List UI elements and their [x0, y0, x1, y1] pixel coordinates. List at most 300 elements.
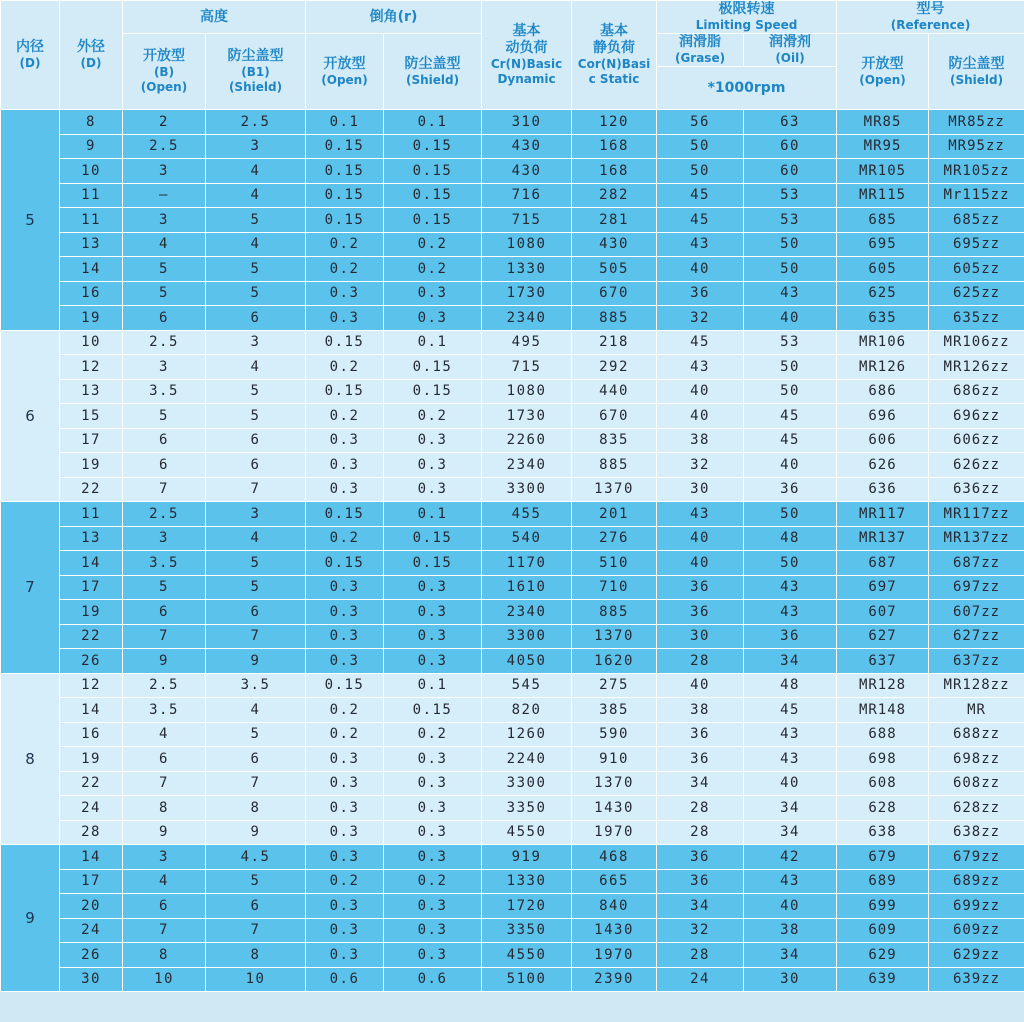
chamfer-open-cell: 0.15 — [306, 379, 384, 404]
height-shield-cell: 6 — [206, 453, 306, 478]
oil-speed-cell: 50 — [744, 257, 837, 282]
oil-speed-cell: 50 — [744, 379, 837, 404]
height-open-cell: 7 — [123, 771, 206, 796]
static-load-cell: 670 — [572, 404, 657, 429]
outer-diameter-cell: 13 — [60, 232, 123, 257]
outer-diameter-header: 外径 (D) — [60, 1, 123, 110]
table-row — [1, 477, 1024, 502]
chamfer-shield-cell: 0.3 — [384, 428, 482, 453]
oil-speed-cell: 53 — [744, 208, 837, 233]
height-shield-cell: 4 — [206, 159, 306, 184]
height-shield-cell: 6 — [206, 747, 306, 772]
height-open-cell: 7 — [123, 624, 206, 649]
outer-diameter-cell: 16 — [60, 281, 123, 306]
oil-speed-cell: 43 — [744, 600, 837, 625]
table-row — [1, 257, 1024, 282]
ref-open-cell: 638 — [837, 820, 929, 845]
height-shield-cell: 8 — [206, 796, 306, 821]
outer-diameter-cell: 20 — [60, 894, 123, 919]
dynamic-load-cell: 820 — [482, 698, 572, 723]
dynamic-load-cell: 715 — [482, 208, 572, 233]
ref-shield-cell: Mr115zz — [929, 183, 1024, 208]
chamfer-shield-cell: 0.2 — [384, 257, 482, 282]
oil-speed-cell: 48 — [744, 673, 837, 698]
table-row — [1, 673, 1024, 698]
chamfer-shield-cell: 0.3 — [384, 281, 482, 306]
table-row — [1, 918, 1024, 943]
static-load-cell: 505 — [572, 257, 657, 282]
ref-open-cell: 629 — [837, 943, 929, 968]
table-row — [1, 820, 1024, 845]
table-row — [1, 232, 1024, 257]
dynamic-load-cell: 1170 — [482, 551, 572, 576]
grease-speed-cell: 40 — [657, 673, 744, 698]
oil-speed-cell: 48 — [744, 526, 837, 551]
chamfer-open-cell: 0.15 — [306, 673, 384, 698]
oil-speed-cell: 60 — [744, 159, 837, 184]
static-load-cell: 440 — [572, 379, 657, 404]
height-open-cell: 6 — [123, 453, 206, 478]
ref-shield-cell: 697zz — [929, 575, 1024, 600]
static-load-cell: 1370 — [572, 477, 657, 502]
chamfer-open-cell: 0.3 — [306, 453, 384, 478]
dynamic-load-cell: 1080 — [482, 379, 572, 404]
oil-speed-cell: 50 — [744, 355, 837, 380]
ref-open-cell: MR148 — [837, 698, 929, 723]
dynamic-load-cell: 2240 — [482, 747, 572, 772]
outer-diameter-cell: 30 — [60, 967, 123, 992]
height-shield-cell: 3 — [206, 502, 306, 527]
ref-shield-cell: 626zz — [929, 453, 1024, 478]
grease-speed-cell: 38 — [657, 698, 744, 723]
table-row — [1, 771, 1024, 796]
chamfer-shield-cell: 0.3 — [384, 649, 482, 674]
height-shield-cell: 5 — [206, 869, 306, 894]
height-shield-cell: 6 — [206, 306, 306, 331]
chamfer-open-cell: 0.15 — [306, 330, 384, 355]
dynamic-load-cell: 2340 — [482, 453, 572, 478]
height-open-cell: 3 — [123, 159, 206, 184]
ref-open-cell: MR105 — [837, 159, 929, 184]
chamfer-shield-cell: 0.15 — [384, 355, 482, 380]
static-load-cell: 281 — [572, 208, 657, 233]
table-row — [1, 134, 1024, 159]
grease-speed-cell: 28 — [657, 796, 744, 821]
chamfer-shield-cell: 0.15 — [384, 134, 482, 159]
chamfer-open-cell: 0.3 — [306, 747, 384, 772]
ref-open-cell: 687 — [837, 551, 929, 576]
chamfer-open-cell: 0.3 — [306, 820, 384, 845]
height-open-cell: 7 — [123, 477, 206, 502]
chamfer-open-cell: 0.2 — [306, 869, 384, 894]
height-open-cell: 5 — [123, 404, 206, 429]
outer-diameter-cell: 15 — [60, 404, 123, 429]
chamfer-open-cell: 0.15 — [306, 502, 384, 527]
ref-open-cell: 626 — [837, 453, 929, 478]
grease-speed-cell: 36 — [657, 281, 744, 306]
chamfer-open-cell: 0.3 — [306, 428, 384, 453]
chamfer-shield-cell: 0.15 — [384, 698, 482, 723]
chamfer-open-cell: 0.2 — [306, 257, 384, 282]
outer-diameter-cell: 24 — [60, 796, 123, 821]
height-open-cell: 6 — [123, 894, 206, 919]
grease-speed-cell: 28 — [657, 820, 744, 845]
outer-diameter-cell: 24 — [60, 918, 123, 943]
chamfer-open-cell: 0.15 — [306, 551, 384, 576]
oil-speed-cell: 50 — [744, 551, 837, 576]
oil-speed-cell: 50 — [744, 232, 837, 257]
table-row — [1, 698, 1024, 723]
height-shield-cell: 3 — [206, 330, 306, 355]
height-open-cell: 9 — [123, 649, 206, 674]
static-load-cell: 1970 — [572, 820, 657, 845]
ref-open-cell: 688 — [837, 722, 929, 747]
oil-speed-cell: 45 — [744, 428, 837, 453]
height-shield-cell: 8 — [206, 943, 306, 968]
ref-open-cell: MR126 — [837, 355, 929, 380]
static-load-cell: 670 — [572, 281, 657, 306]
grease-speed-cell: 28 — [657, 943, 744, 968]
static-load-cell: 168 — [572, 159, 657, 184]
ref-shield-cell: 638zz — [929, 820, 1024, 845]
oil-speed-cell: 40 — [744, 894, 837, 919]
chamfer-shield-cell: 0.3 — [384, 747, 482, 772]
ref-shield-cell: 639zz — [929, 967, 1024, 992]
ref-open-cell: 696 — [837, 404, 929, 429]
height-shield-cell: 3.5 — [206, 673, 306, 698]
height-shield-cell: 4 — [206, 183, 306, 208]
static-load-cell: 885 — [572, 600, 657, 625]
ref-open-header: 开放型 (Open) — [837, 34, 929, 110]
oil-speed-cell: 30 — [744, 967, 837, 992]
dynamic-load-cell: 716 — [482, 183, 572, 208]
grease-speed-cell: 40 — [657, 379, 744, 404]
static-load-cell: 710 — [572, 575, 657, 600]
grease-speed-cell: 36 — [657, 722, 744, 747]
height-shield-cell: 4.5 — [206, 845, 306, 870]
dynamic-load-header: 基本 动负荷 Cr(N)Basic Dynamic — [482, 1, 572, 110]
limiting-speed-header: 极限转速 Limiting Speed — [657, 1, 837, 34]
ref-shield-cell: 695zz — [929, 232, 1024, 257]
ref-shield-cell: 688zz — [929, 722, 1024, 747]
static-load-cell: 510 — [572, 551, 657, 576]
height-open-cell: 7 — [123, 918, 206, 943]
grease-speed-cell: 40 — [657, 551, 744, 576]
grease-speed-cell: 40 — [657, 404, 744, 429]
chamfer-shield-cell: 0.15 — [384, 551, 482, 576]
inner-diameter-header: 内径 (D) — [1, 1, 60, 110]
grease-speed-cell: 50 — [657, 159, 744, 184]
ref-open-cell: 637 — [837, 649, 929, 674]
table-row — [1, 722, 1024, 747]
static-load-cell: 2390 — [572, 967, 657, 992]
chamfer-open-cell: 0.2 — [306, 355, 384, 380]
static-load-cell: 385 — [572, 698, 657, 723]
height-shield-cell: 10 — [206, 967, 306, 992]
static-load-cell: 1430 — [572, 918, 657, 943]
height-shield-cell: 5 — [206, 551, 306, 576]
static-load-cell: 910 — [572, 747, 657, 772]
table-row — [1, 894, 1024, 919]
static-load-header: 基本 静负荷 Cor(N)Basi c Static — [572, 1, 657, 110]
dynamic-load-cell: 3300 — [482, 477, 572, 502]
static-load-cell: 275 — [572, 673, 657, 698]
ref-shield-cell: MR85zz — [929, 110, 1024, 135]
chamfer-open-cell: 0.3 — [306, 943, 384, 968]
oil-speed-cell: 45 — [744, 698, 837, 723]
chamfer-shield-cell: 0.15 — [384, 526, 482, 551]
chamfer-shield-cell: 0.3 — [384, 575, 482, 600]
oil-speed-cell: 34 — [744, 796, 837, 821]
grease-speed-cell: 40 — [657, 526, 744, 551]
table-row — [1, 600, 1024, 625]
grease-speed-cell: 40 — [657, 257, 744, 282]
ref-open-cell: 699 — [837, 894, 929, 919]
outer-diameter-cell: 9 — [60, 134, 123, 159]
outer-diameter-cell: 10 — [60, 330, 123, 355]
static-load-cell: 1620 — [572, 649, 657, 674]
ref-shield-cell: 689zz — [929, 869, 1024, 894]
table-row — [1, 869, 1024, 894]
ref-shield-header: 防尘盖型 (Shield) — [929, 34, 1024, 110]
oil-speed-cell: 45 — [744, 404, 837, 429]
grease-speed-cell: 32 — [657, 453, 744, 478]
dynamic-load-cell: 3350 — [482, 918, 572, 943]
dynamic-load-cell: 3300 — [482, 624, 572, 649]
chamfer-open-cell: 0.3 — [306, 600, 384, 625]
ref-shield-cell: 609zz — [929, 918, 1024, 943]
oil-speed-cell: 34 — [744, 943, 837, 968]
chamfer-shield-cell: 0.3 — [384, 820, 482, 845]
ref-shield-cell: 686zz — [929, 379, 1024, 404]
height-open-cell: 6 — [123, 600, 206, 625]
ref-shield-cell: 698zz — [929, 747, 1024, 772]
ref-shield-cell: MR126zz — [929, 355, 1024, 380]
oil-header: 润滑剂 (Oil) — [744, 34, 837, 67]
outer-diameter-cell: 12 — [60, 355, 123, 380]
height-shield-cell: 5 — [206, 404, 306, 429]
chamfer-open-cell: 0.15 — [306, 134, 384, 159]
inner-diameter-cell: 7 — [1, 502, 60, 674]
chamfer-shield-cell: 0.3 — [384, 477, 482, 502]
grease-speed-cell: 30 — [657, 477, 744, 502]
grease-speed-cell: 45 — [657, 208, 744, 233]
dynamic-load-cell: 455 — [482, 502, 572, 527]
grease-speed-cell: 24 — [657, 967, 744, 992]
height-shield-cell: 7 — [206, 918, 306, 943]
oil-speed-cell: 53 — [744, 330, 837, 355]
chamfer-shield-cell: 0.3 — [384, 943, 482, 968]
outer-diameter-cell: 22 — [60, 771, 123, 796]
static-load-cell: 1970 — [572, 943, 657, 968]
chamfer-shield-cell: 0.15 — [384, 183, 482, 208]
dynamic-load-cell: 4550 — [482, 943, 572, 968]
chamfer-open-cell: 0.2 — [306, 698, 384, 723]
ref-open-cell: 628 — [837, 796, 929, 821]
height-shield-cell: 7 — [206, 624, 306, 649]
dynamic-load-cell: 715 — [482, 355, 572, 380]
table-row — [1, 624, 1024, 649]
static-load-cell: 885 — [572, 453, 657, 478]
dynamic-load-cell: 540 — [482, 526, 572, 551]
ref-open-cell: 695 — [837, 232, 929, 257]
table-row — [1, 796, 1024, 821]
height-open-cell: 6 — [123, 428, 206, 453]
ref-shield-cell: 687zz — [929, 551, 1024, 576]
ref-shield-cell: MR137zz — [929, 526, 1024, 551]
chamfer-shield-cell: 0.15 — [384, 159, 482, 184]
grease-speed-cell: 30 — [657, 624, 744, 649]
chamfer-open-cell: 0.3 — [306, 771, 384, 796]
height-open-cell: 10 — [123, 967, 206, 992]
grease-speed-cell: 45 — [657, 330, 744, 355]
outer-diameter-cell: 12 — [60, 673, 123, 698]
height-open-cell: 9 — [123, 820, 206, 845]
dynamic-load-cell: 430 — [482, 134, 572, 159]
height-open-cell: 5 — [123, 281, 206, 306]
grease-header: 润滑脂 (Grase) — [657, 34, 744, 67]
oil-speed-cell: 36 — [744, 624, 837, 649]
ref-shield-cell: 699zz — [929, 894, 1024, 919]
chamfer-shield-cell: 0.3 — [384, 796, 482, 821]
grease-speed-cell: 28 — [657, 649, 744, 674]
table-row — [1, 428, 1024, 453]
height-shield-cell: 7 — [206, 477, 306, 502]
outer-diameter-cell: 11 — [60, 183, 123, 208]
outer-diameter-cell: 8 — [60, 110, 123, 135]
ref-shield-cell: MR128zz — [929, 673, 1024, 698]
ref-shield-cell: MR — [929, 698, 1024, 723]
chamfer-open-cell: 0.15 — [306, 208, 384, 233]
height-open-cell: 4 — [123, 722, 206, 747]
outer-diameter-cell: 14 — [60, 698, 123, 723]
oil-speed-cell: 36 — [744, 477, 837, 502]
static-load-cell: 835 — [572, 428, 657, 453]
outer-diameter-cell: 19 — [60, 453, 123, 478]
ref-shield-cell: 608zz — [929, 771, 1024, 796]
inner-diameter-cell: 9 — [1, 845, 60, 992]
dynamic-load-cell: 2260 — [482, 428, 572, 453]
static-load-cell: 292 — [572, 355, 657, 380]
ref-open-cell: MR137 — [837, 526, 929, 551]
chamfer-shield-cell: 0.1 — [384, 330, 482, 355]
height-shield-cell: 5 — [206, 722, 306, 747]
dynamic-load-cell: 430 — [482, 159, 572, 184]
table-row — [1, 526, 1024, 551]
height-shield-cell: 5 — [206, 575, 306, 600]
height-open-cell: 2.5 — [123, 330, 206, 355]
grease-speed-cell: 36 — [657, 575, 744, 600]
chamfer-open-cell: 0.15 — [306, 183, 384, 208]
chamfer-open-cell: 0.3 — [306, 477, 384, 502]
height-open-cell: 4 — [123, 869, 206, 894]
table-row — [1, 551, 1024, 576]
oil-speed-cell: 43 — [744, 869, 837, 894]
ref-open-cell: MR117 — [837, 502, 929, 527]
height-shield-cell: 6 — [206, 894, 306, 919]
oil-speed-cell: 60 — [744, 134, 837, 159]
chamfer-shield-cell: 0.3 — [384, 453, 482, 478]
height-open-cell: 8 — [123, 943, 206, 968]
ref-shield-cell: 605zz — [929, 257, 1024, 282]
chamfer-open-cell: 0.3 — [306, 624, 384, 649]
oil-speed-cell: 43 — [744, 575, 837, 600]
table-row — [1, 845, 1024, 870]
height-shield-cell: 9 — [206, 820, 306, 845]
ref-shield-cell: MR95zz — [929, 134, 1024, 159]
height-open-cell: 3.5 — [123, 698, 206, 723]
chamfer-header: 倒角(r) — [306, 1, 482, 34]
dynamic-load-cell: 1330 — [482, 257, 572, 282]
height-open-cell: 2 — [123, 110, 206, 135]
grease-speed-cell: 32 — [657, 918, 744, 943]
height-open-cell: 2.5 — [123, 673, 206, 698]
dynamic-load-cell: 1330 — [482, 869, 572, 894]
static-load-cell: 168 — [572, 134, 657, 159]
table-body — [1, 110, 1024, 992]
oil-speed-cell: 53 — [744, 183, 837, 208]
outer-diameter-cell: 16 — [60, 722, 123, 747]
height-shield-cell: 4 — [206, 698, 306, 723]
height-shield-cell: 4 — [206, 355, 306, 380]
grease-speed-cell: 36 — [657, 845, 744, 870]
table-row — [1, 183, 1024, 208]
chamfer-open-cell: 0.6 — [306, 967, 384, 992]
table-row — [1, 502, 1024, 527]
chamfer-shield-cell: 0.3 — [384, 918, 482, 943]
oil-speed-cell: 40 — [744, 453, 837, 478]
chamfer-shield-cell: 0.3 — [384, 624, 482, 649]
ref-open-cell: 679 — [837, 845, 929, 870]
chamfer-open-cell: 0.15 — [306, 159, 384, 184]
ref-open-cell: MR85 — [837, 110, 929, 135]
chamfer-shield-cell: 0.6 — [384, 967, 482, 992]
chamfer-open-cell: 0.2 — [306, 526, 384, 551]
chamfer-shield-cell: 0.1 — [384, 673, 482, 698]
table-row — [1, 967, 1024, 992]
chamfer-shield-cell: 0.1 — [384, 502, 482, 527]
ref-open-cell: MR115 — [837, 183, 929, 208]
height-open-cell: 3 — [123, 845, 206, 870]
ref-shield-cell: MR106zz — [929, 330, 1024, 355]
ref-shield-cell: 627zz — [929, 624, 1024, 649]
height-shield-cell: 4 — [206, 232, 306, 257]
outer-diameter-cell: 17 — [60, 869, 123, 894]
ref-open-cell: 635 — [837, 306, 929, 331]
reference-header: 型号 (Reference) — [837, 1, 1024, 34]
table-row — [1, 943, 1024, 968]
oil-speed-cell: 50 — [744, 502, 837, 527]
ref-open-cell: 606 — [837, 428, 929, 453]
outer-diameter-cell: 22 — [60, 477, 123, 502]
outer-diameter-cell: 13 — [60, 526, 123, 551]
table-row — [1, 281, 1024, 306]
chamfer-shield-cell: 0.2 — [384, 722, 482, 747]
chamfer-shield-cell: 0.3 — [384, 306, 482, 331]
dynamic-load-cell: 310 — [482, 110, 572, 135]
chamfer-open-cell: 0.3 — [306, 575, 384, 600]
grease-speed-cell: 43 — [657, 355, 744, 380]
dynamic-load-cell: 1260 — [482, 722, 572, 747]
ref-open-cell: 636 — [837, 477, 929, 502]
oil-speed-cell: 63 — [744, 110, 837, 135]
table-row — [1, 404, 1024, 429]
dynamic-load-cell: 4050 — [482, 649, 572, 674]
chamfer-open-cell: 0.3 — [306, 281, 384, 306]
height-shield-cell: 5 — [206, 379, 306, 404]
chamfer-open-cell: 0.2 — [306, 404, 384, 429]
ref-open-cell: 607 — [837, 600, 929, 625]
